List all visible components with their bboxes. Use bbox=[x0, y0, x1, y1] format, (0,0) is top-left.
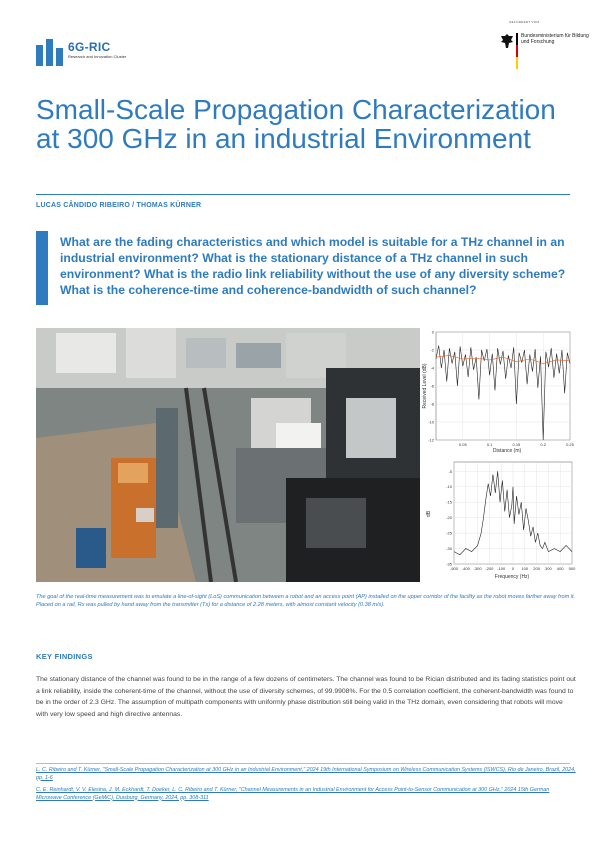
x-tick-label: 500 bbox=[568, 566, 576, 571]
key-findings-heading: KEY FINDINGS bbox=[36, 652, 93, 661]
x-tick-label: 300 bbox=[545, 566, 552, 571]
6g-ric-logo-icon bbox=[36, 36, 64, 66]
spectrum-chart bbox=[420, 456, 578, 582]
y-tick-label: -10 bbox=[446, 484, 452, 490]
y-tick-label: -30 bbox=[446, 546, 452, 552]
research-question: What are the fading characteristics and which model is suitable for a THz channel in an industrial environment? What is the stationary distance of a THz channel in such environment? What is the radio link reliability without the use of any diversity scheme? What is the coherence-time and coherence-bandwidth of such channel? bbox=[60, 235, 566, 297]
x-tick-label: 200 bbox=[533, 566, 540, 571]
x-tick-label: -100 bbox=[497, 566, 506, 571]
y-tick-label: -35 bbox=[446, 561, 452, 567]
x-tick-label: -400 bbox=[461, 566, 470, 571]
x-tick-label: 100 bbox=[521, 566, 529, 571]
y-tick-label: -4 bbox=[430, 365, 434, 371]
y-tick-label: -15 bbox=[446, 499, 452, 505]
x-tick-label: 0 bbox=[511, 566, 515, 571]
x-tick-label: 0.15 bbox=[512, 442, 521, 447]
y-tick-label: -2 bbox=[430, 347, 434, 353]
authors: LUCAS CÂNDIDO RIBEIRO / THOMAS KÜRNER bbox=[36, 202, 202, 209]
x-tick-label: -300 bbox=[473, 566, 482, 571]
y-tick-label: -12 bbox=[428, 437, 434, 443]
reference-2[interactable]: C. E. Reinhardt, V. V. Elesina, J. M. Eckhardt, T. Doeker, L. C. Ribeiro and T. Kürner, "Channel Measurements in an Industrial Environment for Access Point-to-Sensor Communication at 300 GHz," 2024 15th German Microwave Conference (GeMiC), Duisburg, Germany, 2024, pp. 308-311 bbox=[36, 787, 550, 801]
references-divider bbox=[36, 763, 570, 764]
y-tick-label: 0 bbox=[431, 329, 434, 335]
key-findings-text: The stationary distance of the channel was found to be in the range of a few dozens of centimeters. The channel was found to be Rician distributed and its fading statistics point out a link reliability, inside the coherent-time of the channel, without the use of diversity schemes, of 99.9908%. For the 0.5 correlation coefficient, the coherent-bandwidth was found to be in the order of 2.3 GHz. The assumption of multipath components with uniformly phase distribution still being valid in the THz domain, even considering that robots will move with very low speed and high directive antennas. bbox=[36, 676, 576, 718]
reference-1[interactable]: L. C. Ribeiro and T. Kürner, "Small-Scale Propagation Characterization at 300 GHz in an Industrial Environment," 2024 19th International Symposium on Wireless Communication Systems (ISWCS), Rio de Janeiro, Brazil, 2024, pp. 1-6 bbox=[36, 767, 576, 781]
y-tick-label: -5 bbox=[448, 468, 452, 474]
chart2-ylabel: dB bbox=[426, 510, 432, 518]
x-tick-label: 0.2 bbox=[540, 442, 546, 447]
chart2-xlabel: Frequency (Hz) bbox=[494, 574, 530, 580]
received-level-chart bbox=[420, 328, 578, 456]
title-divider bbox=[36, 194, 570, 195]
x-tick-label: 0.1 bbox=[486, 442, 493, 447]
y-tick-label: -6 bbox=[430, 383, 434, 389]
federal-eagle-icon bbox=[500, 33, 514, 49]
ministry-name: Bundesministerium für Bildung und Forschung bbox=[521, 33, 589, 45]
x-tick-label: 0.05 bbox=[458, 442, 467, 447]
figure-caption: The goal of the real-time measurement was to emulate a line-of-sight (LoS) communication between a robot and an access point (AP) installed on the upper corridor of the facility as the robot moves farther away from it. Placed on a rail, Rx was pulled by hand away from the transmitter (Tx) for a distance of 2.28 meters, with almost constant velocity (0.38 m/s). bbox=[36, 594, 576, 608]
sponsor-caption: GEFÖRDERT VOM bbox=[509, 20, 540, 24]
german-flag-icon bbox=[516, 33, 518, 69]
x-tick-label: -500 bbox=[449, 566, 459, 571]
page-title: Small-Scale Propagation Characterization at 300 GHz in an industrial Environment bbox=[36, 94, 556, 154]
x-tick-label: 400 bbox=[556, 566, 564, 571]
y-tick-label: -10 bbox=[428, 419, 434, 425]
chart1-xlabel: Distance (m) bbox=[492, 448, 522, 454]
x-tick-label: 0.25 bbox=[566, 442, 574, 447]
question-accent-bar bbox=[36, 231, 48, 305]
y-tick-label: -8 bbox=[430, 401, 434, 407]
y-tick-label: -25 bbox=[446, 530, 452, 536]
y-tick-label: -20 bbox=[446, 515, 452, 521]
chart1-ylabel: Received Level (dB) bbox=[422, 363, 428, 409]
logo-subtitle: Research and Innovation Cluster bbox=[68, 54, 127, 59]
x-tick-label: -200 bbox=[485, 566, 494, 571]
measurement-setup-photo bbox=[36, 328, 420, 582]
logo-title: 6G-RIC bbox=[68, 40, 111, 54]
